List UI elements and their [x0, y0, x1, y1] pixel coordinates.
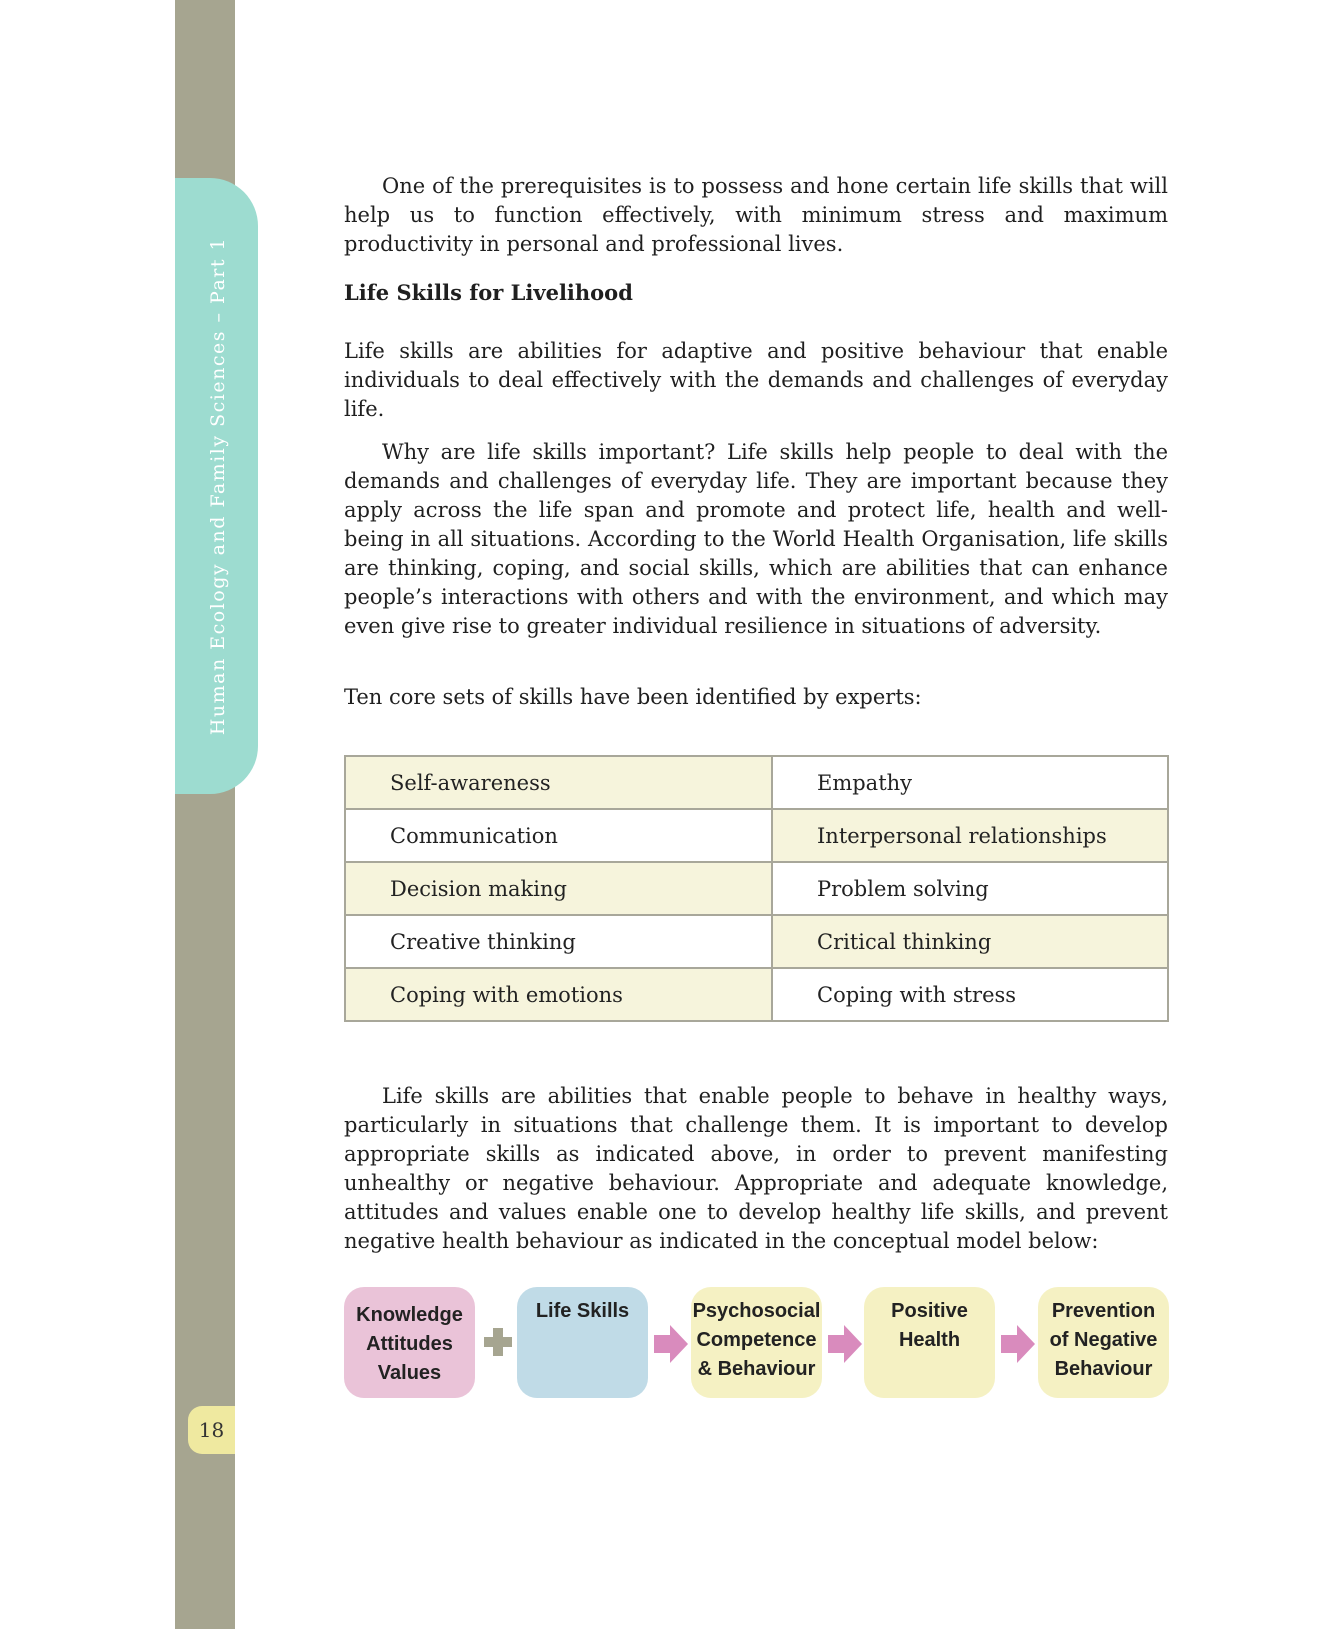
model-box-life-skills	[517, 1287, 648, 1398]
table-row	[345, 809, 1168, 862]
model-box-line: Competence	[696, 1329, 817, 1351]
table-cell: Critical thinking	[772, 915, 1168, 968]
model-box-psychosocial	[691, 1287, 822, 1398]
table-cell: Interpersonal relationships	[772, 809, 1168, 862]
importance-paragraph: Why are life skills important? Life skills help people to deal with the demands and challenges of everyday life. They are important because they apply across the life span and promote and protect life, health and well-being in all situations. According to the World Health Organisation, life skills are thinking, coping, and social skills, which are abilities that can enhance people’s interactions with others and with the environment, and which may even give rise to greater individual resilience in situations of adversity.	[344, 440, 1168, 638]
model-box-line: Values	[377, 1362, 442, 1384]
table-row	[345, 915, 1168, 968]
table-row	[345, 968, 1168, 1021]
conceptual-model	[344, 1287, 1169, 1398]
model-box-line: & Behaviour	[697, 1358, 816, 1380]
definition-paragraph: Life skills are abilities for adaptive and positive behaviour that enable individuals to deal effectively with the demands and challenges of everyday life.	[344, 339, 1168, 421]
arrow-right-icon	[654, 1325, 688, 1363]
table-row	[345, 862, 1168, 915]
page-number: 18	[188, 1406, 235, 1454]
running-title: Human Ecology and Family Sciences – Part 1	[207, 236, 229, 736]
model-box-line: Positive	[891, 1300, 968, 1322]
model-box-line: Health	[898, 1329, 961, 1351]
table-cell: Problem solving	[772, 862, 1168, 915]
model-box-line: Life Skills	[535, 1300, 630, 1322]
model-box-line: Psychosocial	[692, 1300, 821, 1322]
plus-icon	[482, 1326, 514, 1358]
table-cell: Coping with stress	[772, 968, 1168, 1021]
table-cell: Coping with emotions	[345, 968, 772, 1021]
model-box-prevention	[1038, 1287, 1169, 1398]
model-box-line: Prevention	[1051, 1300, 1156, 1322]
arrow-right-icon	[828, 1325, 862, 1363]
table-cell: Decision making	[345, 862, 772, 915]
table-cell: Self-awareness	[345, 756, 772, 809]
ten-core-intro: Ten core sets of skills have been identified by experts:	[344, 685, 922, 709]
model-box-line: of Negative	[1049, 1329, 1158, 1351]
intro-paragraph: One of the prerequisites is to possess and hone certain life skills that will help us to function effectively, with minimum stress and maximum productivity in personal and professional lives.	[344, 174, 1168, 256]
table-row	[345, 756, 1168, 809]
arrow-right-icon	[1001, 1325, 1035, 1363]
closing-paragraph: Life skills are abilities that enable people to behave in healthy ways, particularly in situations that challenge them. It is important to develop appropriate skills as indicated above, in order to prevent manifesting unhealthy or negative behaviour. Appropriate and adequate knowledge, attitudes and values enable one to develop healthy life skills, and prevent negative health behaviour as indicated in the conceptual model below:	[344, 1084, 1168, 1253]
table-cell: Communication	[345, 809, 772, 862]
section-heading: Life Skills for Livelihood	[344, 280, 633, 305]
model-box-line: Knowledge	[356, 1304, 463, 1326]
model-box-positive-health	[864, 1287, 995, 1398]
model-box-knowledge	[344, 1287, 475, 1398]
model-box-line: Attitudes	[366, 1333, 453, 1355]
model-box-line: Behaviour	[1054, 1358, 1153, 1380]
table-cell: Empathy	[772, 756, 1168, 809]
core-skills-table	[344, 755, 1169, 1022]
table-cell: Creative thinking	[345, 915, 772, 968]
